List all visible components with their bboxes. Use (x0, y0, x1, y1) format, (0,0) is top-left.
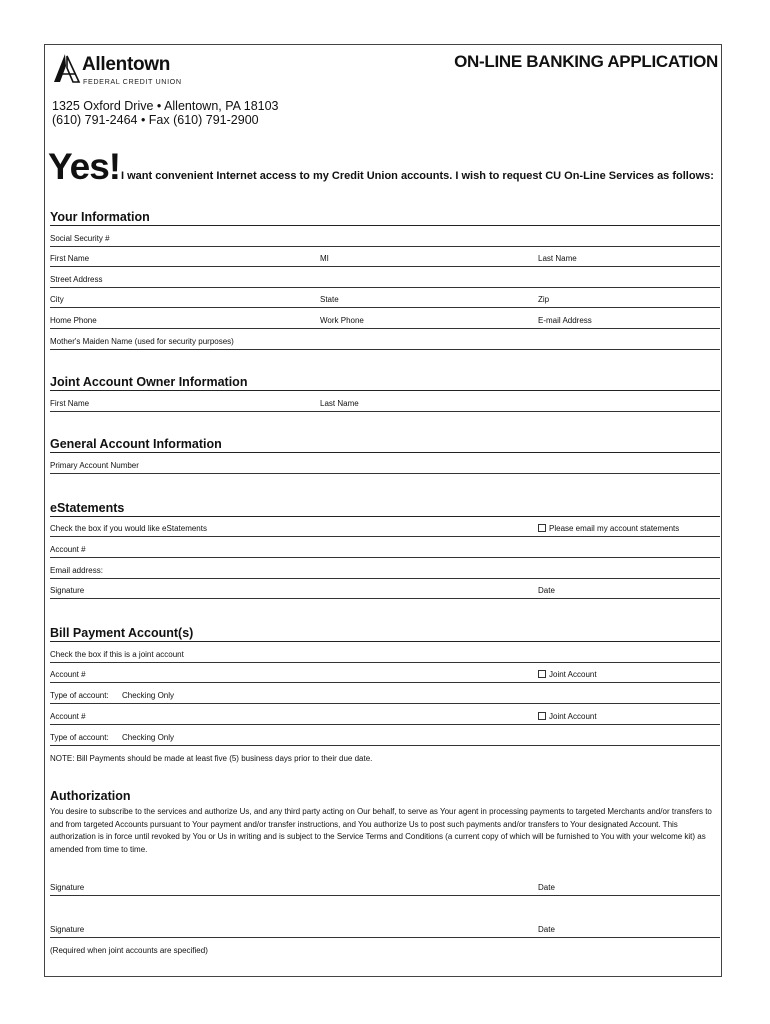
address-line: 1325 Oxford Drive • Allentown, PA 18103 (52, 99, 279, 113)
joint-account-option-1[interactable] (538, 670, 597, 680)
last-name-label: Last Name (538, 254, 577, 263)
estatements-email-field[interactable] (50, 566, 720, 579)
estatements-check-row (50, 524, 720, 537)
mi-label: MI (320, 254, 329, 263)
maiden-name-label: Mother's Maiden Name (used for security purposes) (50, 337, 234, 346)
phone-row[interactable] (50, 316, 720, 329)
email-statements-option[interactable] (538, 524, 679, 534)
bill-payment-note: NOTE: Bill Payments should be made at least five (5) business days prior to their due date. (50, 754, 373, 763)
joint-last-name-label: Last Name (320, 399, 359, 408)
estatements-email-label: Email address: (50, 566, 103, 575)
signature-row-2[interactable] (50, 925, 720, 938)
phone-line: (610) 791-2464 • Fax (610) 791-2900 (52, 113, 259, 127)
checkbox-icon[interactable] (538, 712, 546, 720)
primary-account-field[interactable] (50, 461, 720, 474)
bill-account-row-1[interactable] (50, 670, 720, 683)
email-statements-label: Please email my account statements (549, 524, 680, 533)
estatements-check-label: Check the box if you would like eStatements (50, 524, 207, 533)
bill-payment-check-row (50, 650, 720, 663)
bill-account-row-2[interactable] (50, 712, 720, 725)
section-estatements: eStatements (50, 501, 720, 517)
joint-account-option-2[interactable] (538, 712, 597, 722)
estatements-signature-label: Signature (50, 586, 85, 595)
city-label: City (50, 295, 64, 304)
signature-label-2: Signature (50, 925, 85, 934)
estatements-date-label: Date (538, 586, 555, 595)
joint-name-row[interactable] (50, 399, 720, 412)
maiden-name-field[interactable] (50, 337, 720, 350)
street-label: Street Address (50, 275, 103, 284)
date-label-2: Date (538, 925, 555, 934)
section-your-information: Your Information (50, 210, 720, 226)
state-label: State (320, 295, 339, 304)
section-general-account: General Account Information (50, 437, 720, 453)
estatements-account-field[interactable] (50, 545, 720, 558)
yes-heading: Yes! (48, 146, 121, 187)
joint-first-name-label: First Name (50, 399, 90, 408)
authorization-text: You desire to subscribe to the services and authorize Us, and any third party acting on Our behalf, to serve as Your agent in processing payments to targeted Merchants and/or transfers to and from targeted Accounts pursuant to Your payment and/or transfer instructions, and You authorize Us to post such payments and/or transfers to Your designated Account. This authorization is in force until revoked by You or Us in writing and is subject to the Service Terms and Conditions (a current copy of which will be furnished to You with your welcome kit) as amended from time to time. (50, 807, 712, 854)
section-authorization: Authorization (50, 789, 131, 803)
bill-account-label-1: Account # (50, 670, 86, 679)
account-type-label-1: Type of account: (50, 691, 109, 700)
logo (52, 52, 192, 92)
work-phone-label: Work Phone (320, 316, 364, 325)
first-name-label: First Name (50, 254, 90, 263)
date-label-1: Date (538, 883, 555, 892)
bill-payment-check-label: Check the box if this is a joint account (50, 650, 184, 659)
account-type-value-2: Checking Only (122, 733, 175, 742)
checkbox-icon[interactable] (538, 670, 546, 678)
bill-account-label-2: Account # (50, 712, 86, 721)
checkbox-icon[interactable] (538, 524, 546, 532)
section-joint-account: Joint Account Owner Information (50, 375, 720, 391)
joint-signature-note: (Required when joint accounts are specified) (50, 946, 208, 955)
city-row[interactable] (50, 295, 720, 308)
account-type-value-1: Checking Only (122, 691, 175, 700)
signature-row-1[interactable] (50, 883, 720, 896)
logo-subtitle: FEDERAL CREDIT UNION (83, 77, 182, 86)
logo-name: Allentown (82, 54, 171, 75)
intro-text: I want convenient Internet access to my Credit Union accounts. I wish to request CU On-Line Services as follows: (121, 170, 714, 182)
logo-mark-icon (52, 52, 82, 84)
page-title: ON-LINE BANKING APPLICATION (454, 52, 718, 71)
section-bill-payment: Bill Payment Account(s) (50, 626, 720, 642)
street-field[interactable] (50, 275, 720, 288)
home-phone-label: Home Phone (50, 316, 97, 325)
account-type-row-2[interactable] (50, 733, 720, 746)
joint-account-label-1: Joint Account (549, 670, 597, 679)
ssn-label: Social Security # (50, 234, 110, 243)
account-type-row-1[interactable] (50, 691, 720, 704)
account-type-label-2: Type of account: (50, 733, 109, 742)
zip-label: Zip (538, 295, 550, 304)
estatements-account-label: Account # (50, 545, 86, 554)
signature-label-1: Signature (50, 883, 85, 892)
joint-account-label-2: Joint Account (549, 712, 597, 721)
address-block (52, 99, 279, 127)
email-label: E-mail Address (538, 316, 592, 325)
primary-account-label: Primary Account Number (50, 461, 139, 470)
ssn-field[interactable] (50, 234, 720, 247)
name-row[interactable] (50, 254, 720, 267)
estatements-signature-row[interactable] (50, 586, 720, 599)
